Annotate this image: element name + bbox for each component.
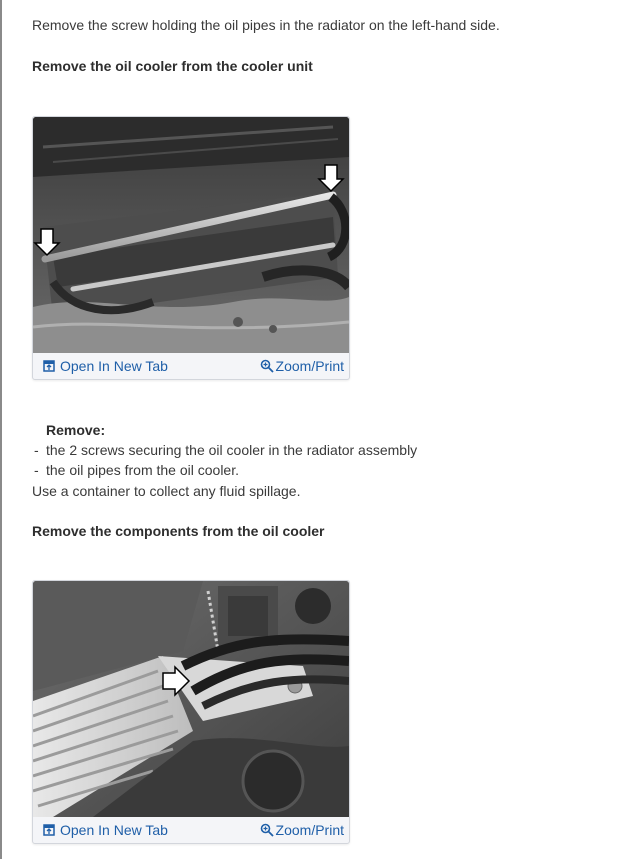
zoom-print-label: Zoom/Print <box>275 822 344 838</box>
list-item-text: the oil pipes from the oil cooler. <box>46 462 239 478</box>
section-heading-remove-oil-cooler: Remove the oil cooler from the cooler unit <box>32 58 313 74</box>
list-item <box>34 461 239 479</box>
remove-label: Remove: <box>46 422 106 438</box>
open-in-new-tab-icon <box>43 824 55 836</box>
zoom-print-link[interactable] <box>260 358 344 374</box>
zoom-print-link[interactable] <box>260 822 344 838</box>
figure-toolbar <box>33 817 349 843</box>
open-in-new-tab-link[interactable] <box>43 822 168 838</box>
list-item-text: the 2 screws securing the oil cooler in the radiator assembly <box>46 442 418 458</box>
section-heading-remove-components: Remove the components from the oil cooler <box>32 523 325 539</box>
figure-oil-cooler-components <box>32 580 350 844</box>
oil-cooler-components-photo <box>33 581 349 817</box>
zoom-magnifier-icon <box>260 359 274 373</box>
radiator-oil-pipes-photo <box>33 117 349 353</box>
note-fluid-spillage: Use a container to collect any fluid spillage. <box>32 483 301 499</box>
figure-oil-cooler-radiator <box>32 116 350 380</box>
step-text-remove-screw: Remove the screw holding the oil pipes in the radiator on the left-hand side. <box>32 17 500 33</box>
figure-toolbar <box>33 353 349 379</box>
list-item <box>34 441 417 459</box>
open-in-new-tab-icon <box>43 360 55 372</box>
zoom-print-label: Zoom/Print <box>275 358 344 374</box>
list-dash: - <box>34 462 39 478</box>
zoom-magnifier-icon <box>260 823 274 837</box>
list-dash: - <box>34 442 39 458</box>
open-in-new-tab-link[interactable] <box>43 358 168 374</box>
left-border-rule <box>0 0 2 859</box>
open-in-new-tab-label: Open In New Tab <box>60 358 168 374</box>
open-in-new-tab-label: Open In New Tab <box>60 822 168 838</box>
